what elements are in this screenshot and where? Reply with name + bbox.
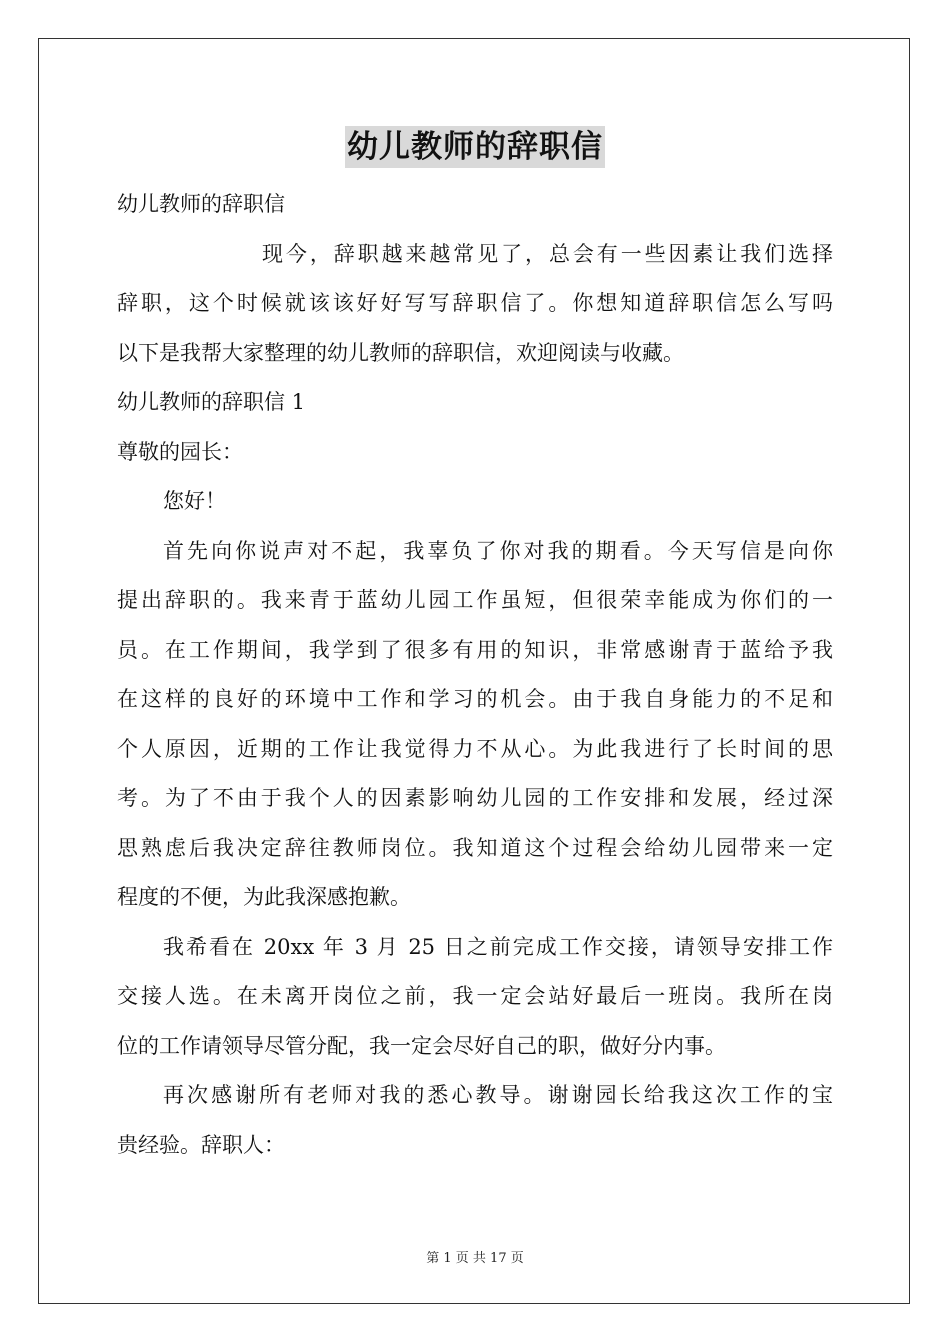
page-footer: 第 1 页 共 17 页: [426, 1251, 524, 1266]
body-line: 贵经验。辞职人：: [117, 1132, 285, 1157]
body-line: 提出辞职的。我来青于蓝幼儿园工作虽短，但很荣幸能成为你们的一: [117, 588, 833, 612]
body-line: 幼儿教师的辞职信 1: [117, 390, 306, 414]
body-line: 交接人选。在未离开岗位之前，我一定会站好最后一班岗。我所在岗: [117, 984, 833, 1008]
body-line: 幼儿教师的辞职信: [117, 192, 285, 216]
body-line: 再次感谢所有老师对我的悉心教导。谢谢园长给我这次工作的宝: [163, 1083, 833, 1107]
body-line: 考。为了不由于我个人的因素影响幼儿园的工作安排和发展，经过深: [117, 786, 833, 810]
body-line: 个人原因，近期的工作让我觉得力不从心。为此我进行了长时间的思: [117, 736, 833, 761]
body-line: 思熟虑后我决定辞往教师岗位。我知道这个过程会给幼儿园带来一定: [117, 835, 833, 860]
body-line: 辞职，这个时候就该该好好写写辞职信了。你想知道辞职信怎么写吗: [117, 291, 833, 315]
body-line: 员。在工作期间，我学到了很多有用的知识，非常感谢青于蓝给予我: [117, 637, 833, 662]
body-line: 现今，辞职越来越常见了，总会有一些因素让我们选择: [262, 241, 833, 266]
body-line: 首先向你说声对不起，我辜负了你对我的期看。今天写信是向你: [163, 538, 833, 563]
body-line: 程度的不便，为此我深感抱歉。: [117, 885, 411, 909]
document-title: 幼儿教师的辞职信: [345, 126, 605, 168]
document-body: [117, 180, 833, 1170]
body-line: 尊敬的园长：: [117, 439, 243, 464]
title-container: [0, 126, 950, 168]
body-line: 我希看在 20xx 年 3 月 25 日之前完成工作交接，请领导安排工作: [163, 934, 833, 959]
body-line: 您好！: [163, 489, 226, 513]
body-line: 在这样的良好的环境中工作和学习的机会。由于我自身能力的不足和: [117, 687, 833, 711]
body-line: 位的工作请领导尽管分配，我一定会尽好自己的职，做好分内事。: [117, 1033, 726, 1058]
body-line: 以下是我帮大家整理的幼儿教师的辞职信，欢迎阅读与收藏。: [117, 340, 684, 365]
